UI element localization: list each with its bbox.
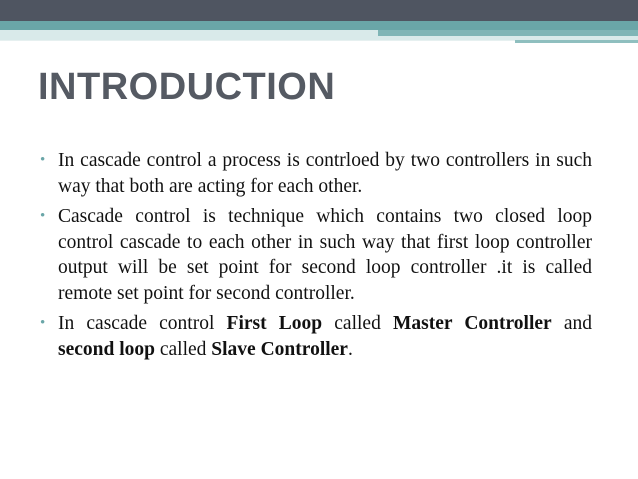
banner-dark-stripe [0, 0, 638, 21]
bullet-list [40, 148, 592, 367]
bullet-bold-term: First Loop [226, 313, 323, 334]
bullet-text-part: In cascade control [58, 313, 227, 334]
banner-teal-stripe [0, 21, 638, 30]
bullet-text-part: called [322, 313, 393, 334]
bullet-bold-term: Slave Controller [211, 338, 348, 360]
bullet-marker: • [40, 152, 46, 168]
bullet-item-2 [40, 204, 592, 306]
bullet-text-part: called [154, 338, 212, 360]
bullet-text-part: and [551, 313, 593, 334]
banner-teal-accent [378, 30, 638, 36]
bullet-item-1 [40, 148, 592, 199]
bullet-text-part: . [347, 338, 353, 360]
bullet-item-3 [40, 311, 592, 362]
bullet-marker: • [40, 315, 46, 331]
bullet-bold-term: Master Controller [392, 313, 552, 334]
bullet-bold-term: second loop [58, 338, 155, 360]
bullet-text: Cascade control is technique which contains two closed loop control cascade to each other in such way that first loop controller output will be set point for second loop controller .it is called remote set point for second controller. [58, 206, 592, 304]
bullet-marker: • [40, 208, 46, 224]
slide-title: INTRODUCTION [38, 66, 336, 108]
bullet-text: In cascade control a process is contrloed by two controllers in such way that both are acting for each other. [58, 150, 592, 197]
banner-thin-accent [515, 40, 638, 43]
banner-divider-line [0, 40, 515, 41]
